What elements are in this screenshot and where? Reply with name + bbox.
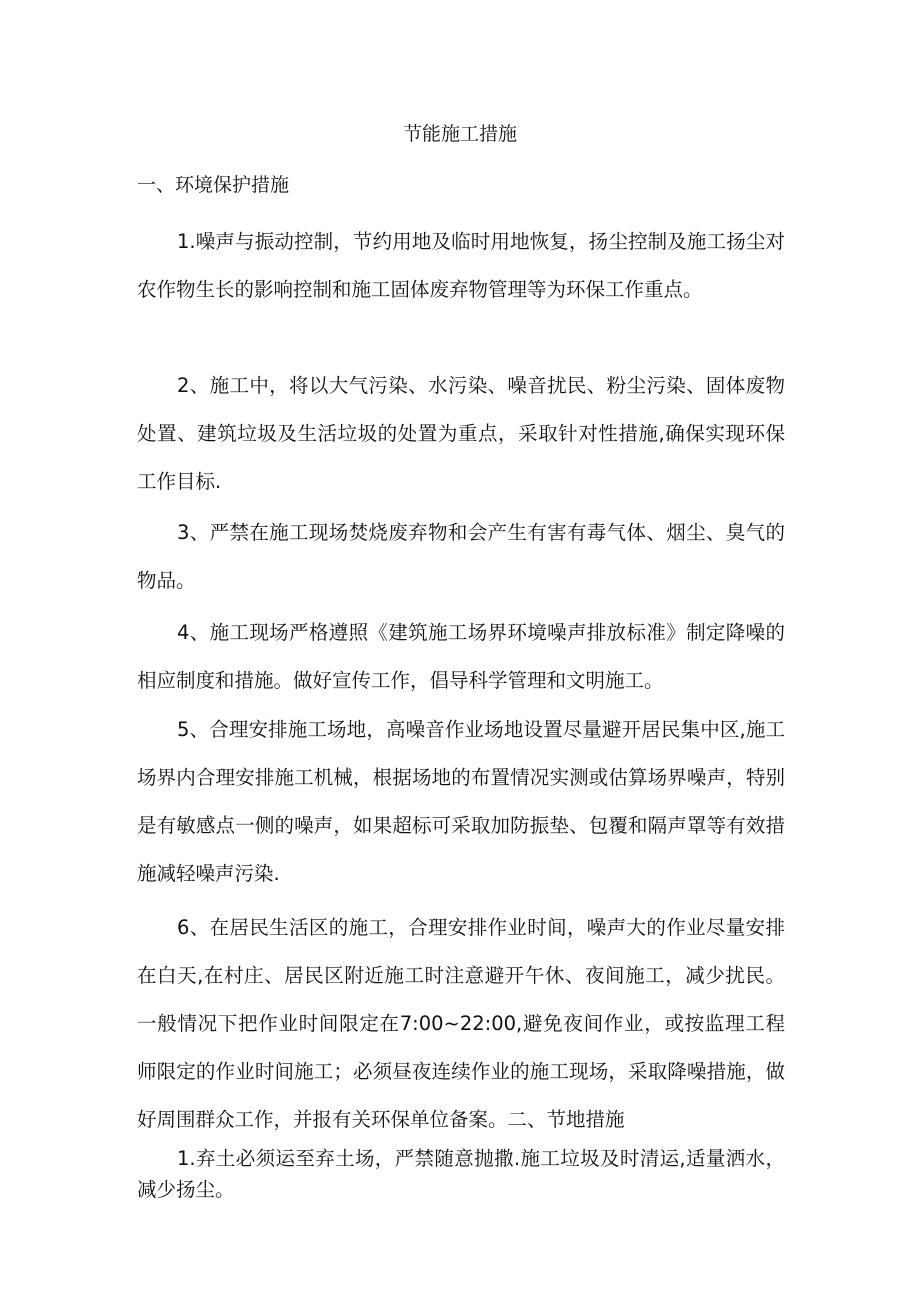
paragraph-5: 5、合理安排施工场地，高噪音作业场地设置尽量避开居民集中区,施工场界内合理安排施工机械，根据场地的布置情况实测或估算场界噪声，特别是有敏感点一侧的噪声，如果超标可采取加防振垫、包覆和隔声罩等有效措施减轻噪声污染. (137, 718, 785, 885)
document-title: 节能施工措施 (402, 123, 517, 145)
paragraph-2: 2、施工中，将以大气污染、水污染、噪音扰民、粉尘污染、固体废物处置、建筑垃圾及生活垃圾的处置为重点，采取针对性措施,确保实现环保工作目标. (137, 374, 785, 493)
section-heading-environment: 一、环境保护措施 (137, 174, 290, 196)
paragraph-7: 1.弃土必须运至弃土场，严禁随意抛撒.施工垃圾及时清运,适量洒水，减少扬尘。 (137, 1147, 785, 1201)
paragraph-3: 3、严禁在施工现场焚烧废弃物和会产生有害有毒气体、烟尘、臭气的物品。 (137, 521, 785, 592)
paragraph-1: 1.噪声与振动控制，节约用地及临时用地恢复，扬尘控制及施工扬尘对农作物生长的影响控制和施工固体废弃物管理等为环保工作重点。 (137, 230, 785, 301)
paragraph-6: 6、在居民生活区的施工，合理安排作业时间，噪声大的作业尽量安排在白天,在村庄、居民区附近施工时注意避开午休、夜间施工，减少扰民。一般情况下把作业时间限定在7:00~22:00,避免夜间作业，或按监理工程师限定的作业时间施工；必须昼夜连续作业的施工现场，采取降噪措施，做好周围群众工作，并报有关环保单位备案。二、节地措施 (137, 916, 785, 1131)
paragraph-4: 4、施工现场严格遵照《建筑施工场界环境噪声排放标准》制定降噪的相应制度和措施。做好宣传工作，倡导科学管理和文明施工。 (137, 621, 785, 692)
